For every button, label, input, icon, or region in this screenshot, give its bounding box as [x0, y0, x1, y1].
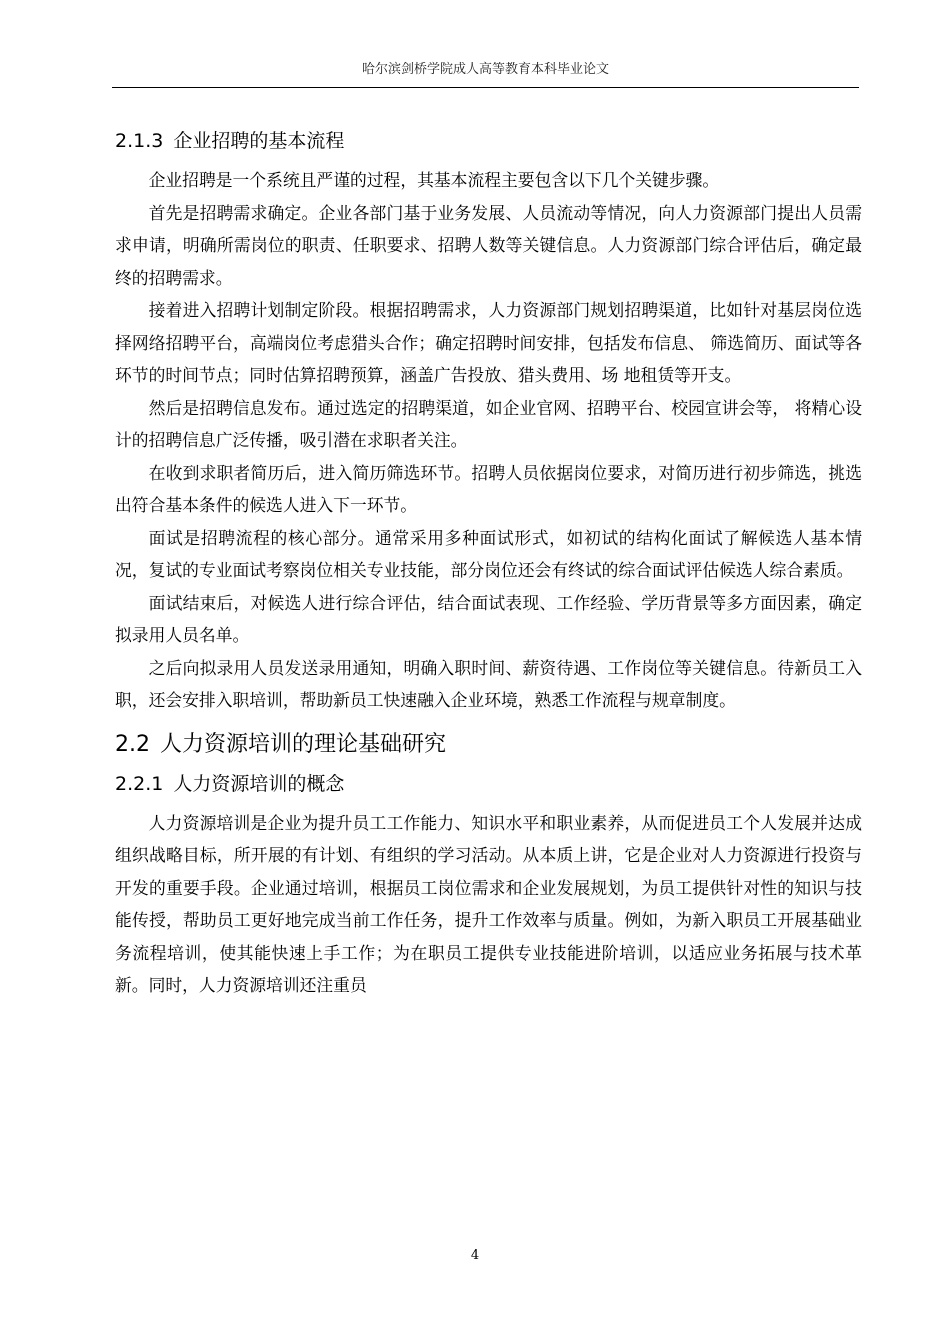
- document-body: [115, 122, 862, 1002]
- section-number: 2.2: [115, 731, 150, 757]
- paragraph: 面试是招聘流程的核心部分。通常采用多种面试形式，如初试的结构化面试了解候选人基本情况，复试的专业面试考察岗位相关专业技能，部分岗位还会有终试的综合面试评估候选人综合素质。: [115, 527, 862, 580]
- section-title: 人力资源培训的理论基础研究: [160, 731, 447, 757]
- paragraph: 企业招聘是一个系统且严谨的过程，其基本流程主要包含以下几个关键步骤。: [148, 170, 720, 190]
- paragraph: 在收到求职者简历后，进入简历筛选环节。招聘人员依据岗位要求，对简历进行初步筛选，挑选出符合基本条件的候选人进入下一环节。: [115, 462, 862, 515]
- section-number: 2.2.1: [115, 772, 164, 795]
- page-header: 哈尔滨剑桥学院成人高等教育本科毕业论文: [112, 61, 859, 88]
- paragraph: 然后是招聘信息发布。通过选定的招聘渠道，如企业官网、招聘平台、校园宣讲会等， 将精心设计的招聘信息广泛传播，吸引潜在求职者关注。: [115, 397, 862, 450]
- section-title: 企业招聘的基本流程: [173, 130, 345, 152]
- paragraph: 人力资源培训是企业为提升员工工作能力、知识水平和职业素养，从而促进员工个人发展并达成组织战略目标，所开展的有计划、有组织的学习活动。从本质上讲，它是企业对人力资源进行投资与开发的重要手段。企业通过培训，根据员工岗位需求和企业发展规划，为员工提供针对性的知识与技能传授，帮助员工更好地完成当前工作任务，提升工作效率与质量。例如，为新入职员工开展基础业务流程培训，使其能快速上手工作；为在职员工提供专业技能进阶培训，以适应业务拓展与技术革新。同时，人力资源培训还注重员: [115, 812, 862, 995]
- paragraph: 之后向拟录用人员发送录用通知，明确入职时间、薪资待遇、工作岗位等关键信息。待新员工入职，还会安排入职培训，帮助新员工快速融入企业环境，熟悉工作流程与规章制度。: [115, 657, 862, 710]
- paragraph: 接着进入招聘计划制定阶段。根据招聘需求，人力资源部门规划招聘渠道，比如针对基层岗位选择网络招聘平台，高端岗位考虑猎头合作；确定招聘时间安排，包括发布信息、 筛选简历、面试等各环节的时间节点；同时估算招聘预算，涵盖广告投放、猎头费用、场 地租赁等开支。: [115, 300, 862, 385]
- section-title: 人力资源培训的概念: [173, 772, 345, 795]
- page-number: 4: [470, 1248, 480, 1263]
- paragraph: 面试结束后，对候选人进行综合评估，结合面试表现、工作经验、学历背景等多方面因素，确定拟录用人员名单。: [115, 592, 862, 645]
- section-heading-2-2-1: [115, 769, 862, 799]
- paragraph: 首先是招聘需求确定。企业各部门基于业务发展、人员流动等情况，向人力资源部门提出人员需求申请，明确所需岗位的职责、任职要求、招聘人数等关键信息。人力资源部门综合评估后，确定最终的招聘需求。: [115, 202, 862, 288]
- section-number: 2.1.3: [115, 130, 164, 152]
- section-heading-2-2: [115, 729, 862, 761]
- section-heading-2-1-3: [115, 126, 862, 156]
